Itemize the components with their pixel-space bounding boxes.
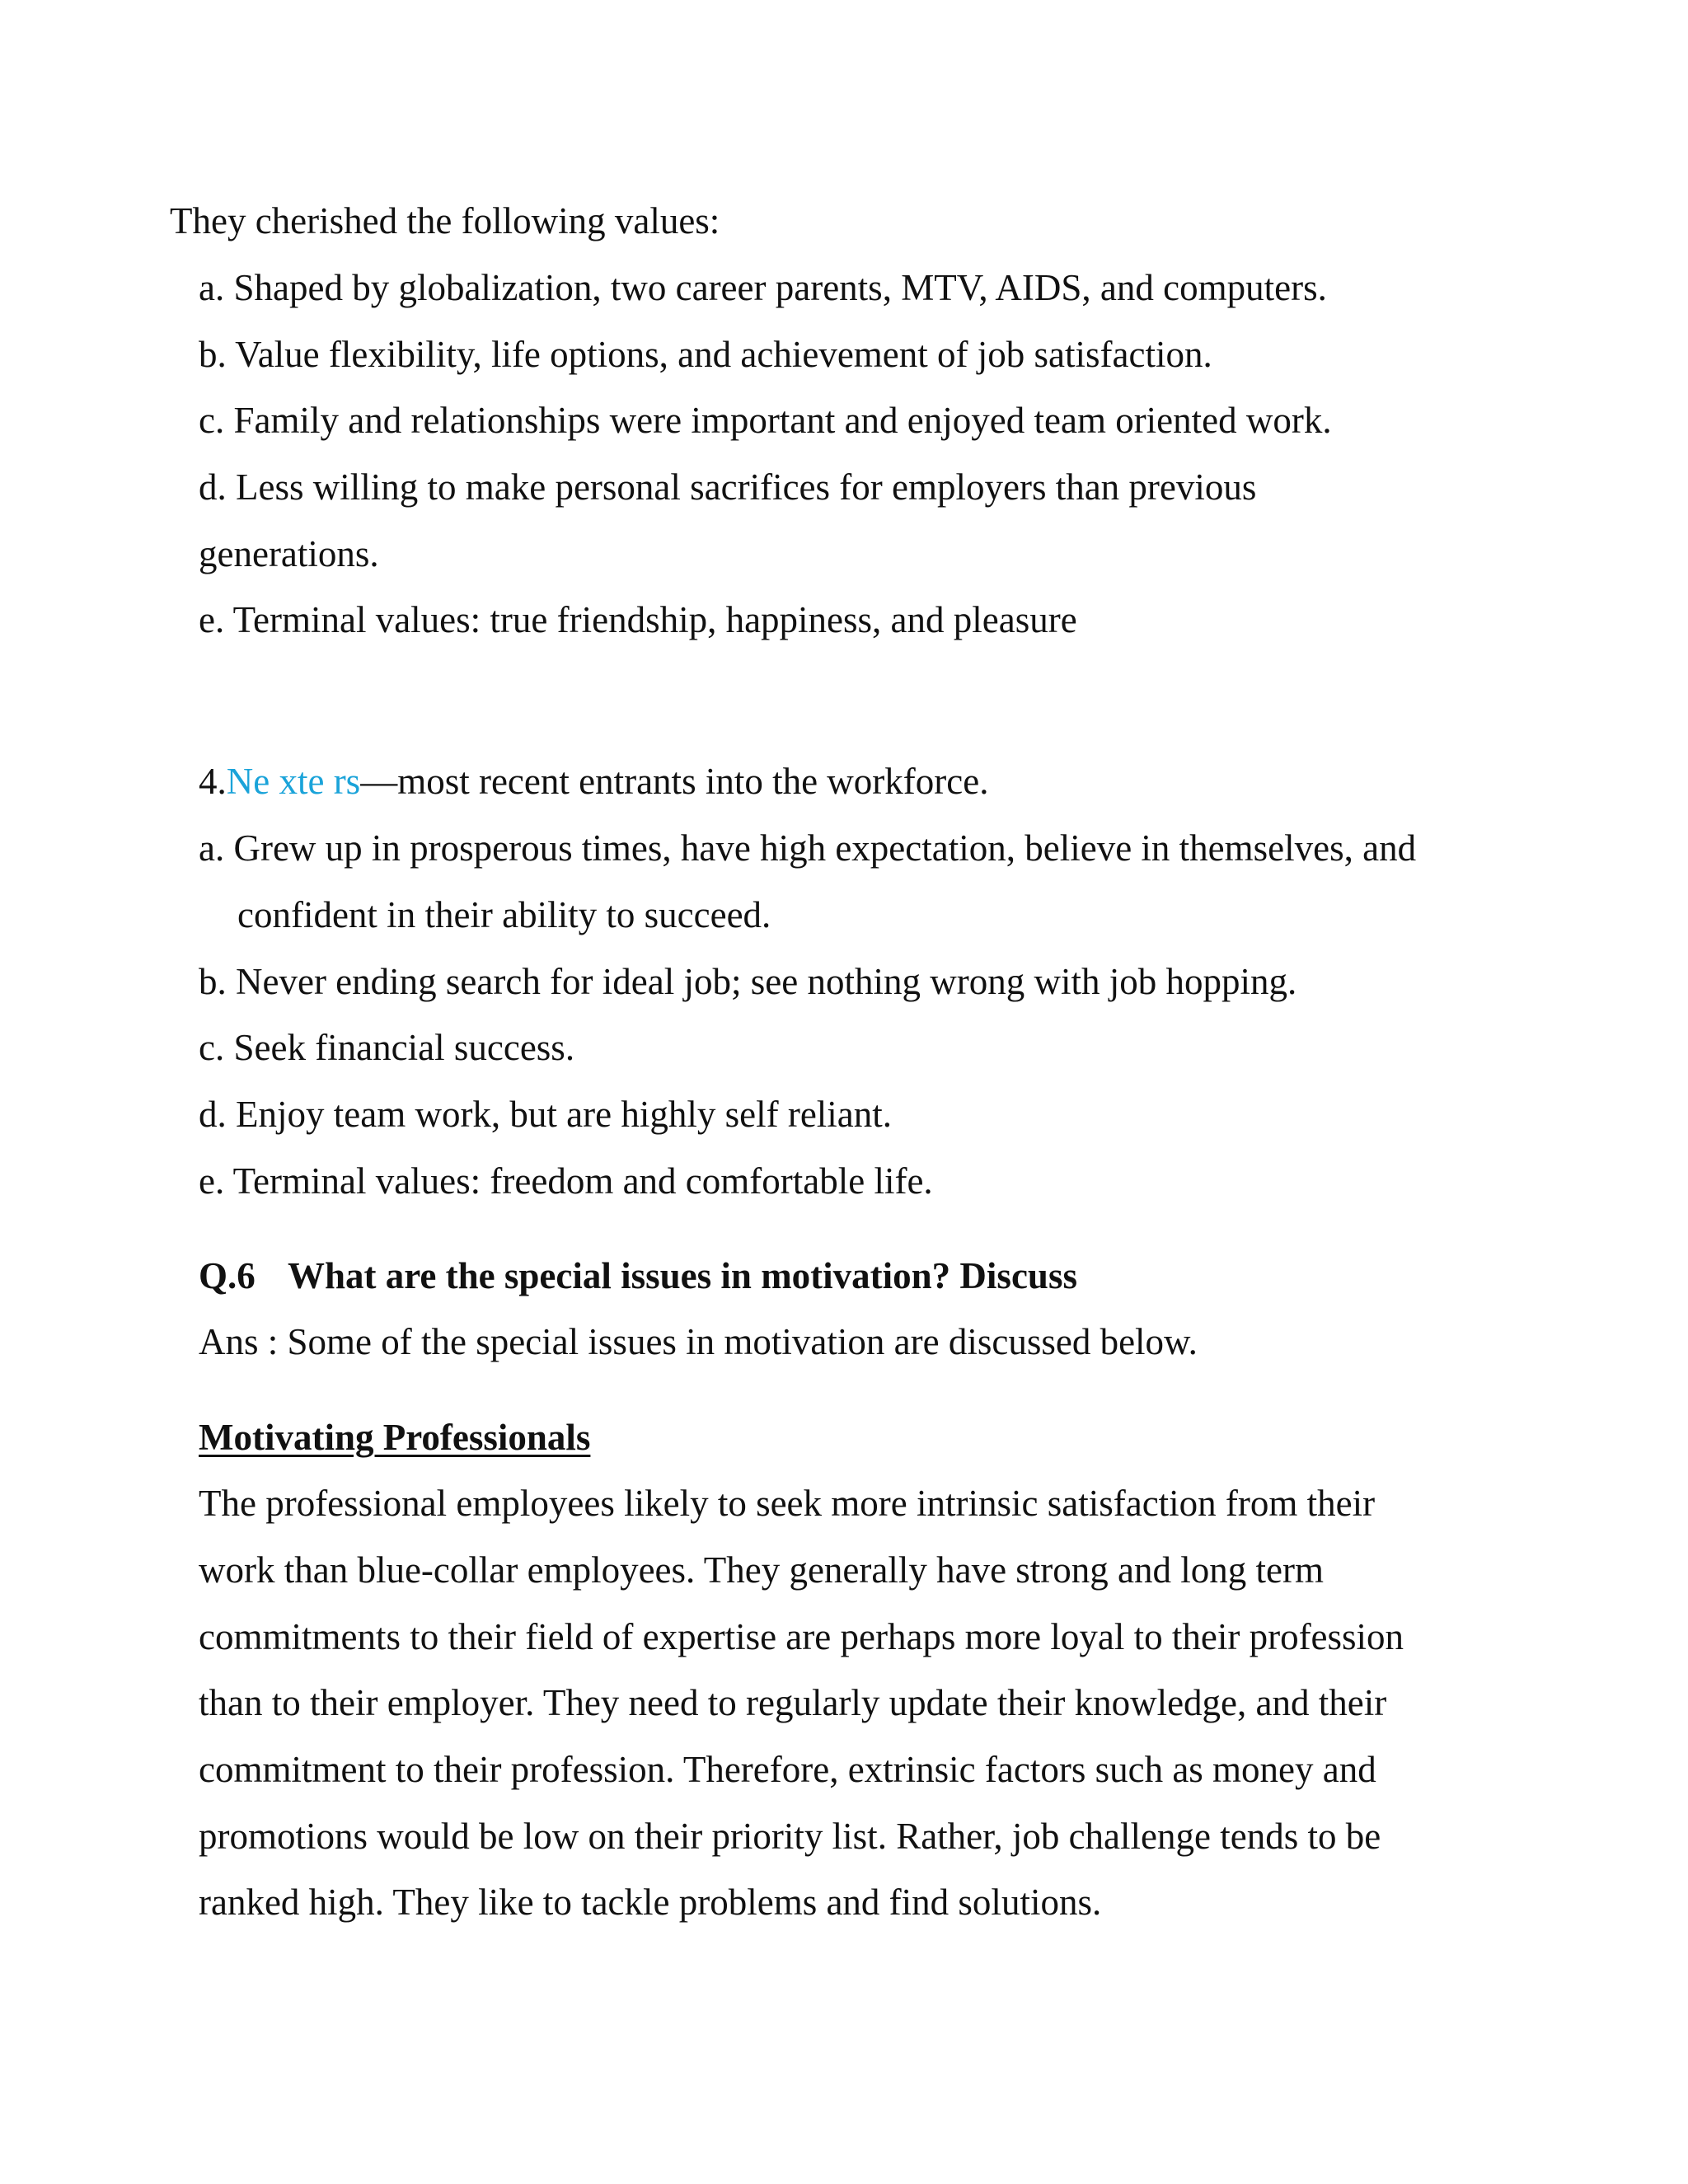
paragraph-line: commitments to their field of expertise are perhaps more loyal to their profession: [199, 1616, 1404, 1657]
nexters-term: Ne xte rs: [226, 761, 361, 802]
paragraph-line: ranked high. They like to tackle problems and find solutions.: [199, 1882, 1102, 1923]
paragraph-line: than to their employer. They need to regularly update their knowledge, and their: [199, 1682, 1387, 1723]
paragraph-line: The professional employees likely to seek more intrinsic satisfaction from their: [199, 1483, 1376, 1524]
nexters-item-a: a. Grew up in prosperous times, have high expectation, believe in themselves, and: [199, 827, 1417, 869]
nexters-item-d: d. Enjoy team work, but are highly self reliant.: [199, 1094, 893, 1135]
nexters-definition: —most recent entrants into the workforce.: [360, 761, 989, 802]
intro-item-d: d. Less willing to make personal sacrifices for employers than previous: [199, 466, 1257, 508]
nexters-item-c: c. Seek financial success.: [199, 1027, 575, 1068]
nexters-number: 4.: [199, 761, 227, 802]
intro-item-e: e. Terminal values: true friendship, happiness, and pleasure: [199, 599, 1077, 640]
question-number: Q.6: [199, 1255, 256, 1296]
section-heading: Motivating Professionals: [199, 1417, 591, 1458]
paragraph-line: promotions would be low on their priority list. Rather, job challenge tends to be: [199, 1816, 1381, 1857]
question-text: What are the special issues in motivation? Discuss: [288, 1255, 1077, 1296]
question-heading: [199, 1253, 1077, 1299]
paragraph-line: work than blue-collar employees. They generally have strong and long term: [199, 1549, 1324, 1591]
intro-item-b: b. Value flexibility, life options, and achievement of job satisfaction.: [199, 334, 1212, 375]
intro-item-c: c. Family and relationships were important and enjoyed team oriented work.: [199, 400, 1332, 441]
paragraph-line: commitment to their profession. Therefore, extrinsic factors such as money and: [199, 1749, 1376, 1790]
nexters-item-e: e. Terminal values: freedom and comfortable life.: [199, 1160, 933, 1202]
intro-item-a: a. Shaped by globalization, two career parents, MTV, AIDS, and computers.: [199, 267, 1327, 308]
nexters-heading: [199, 758, 988, 804]
answer-text: Ans : Some of the special issues in motivation are discussed below.: [199, 1321, 1198, 1362]
intro-heading: They cherished the following values:: [170, 200, 720, 241]
nexters-item-a-continued: confident in their ability to succeed.: [237, 894, 771, 935]
intro-item-d-continued: generations.: [199, 533, 379, 574]
nexters-item-b: b. Never ending search for ideal job; see nothing wrong with job hopping.: [199, 961, 1297, 1002]
